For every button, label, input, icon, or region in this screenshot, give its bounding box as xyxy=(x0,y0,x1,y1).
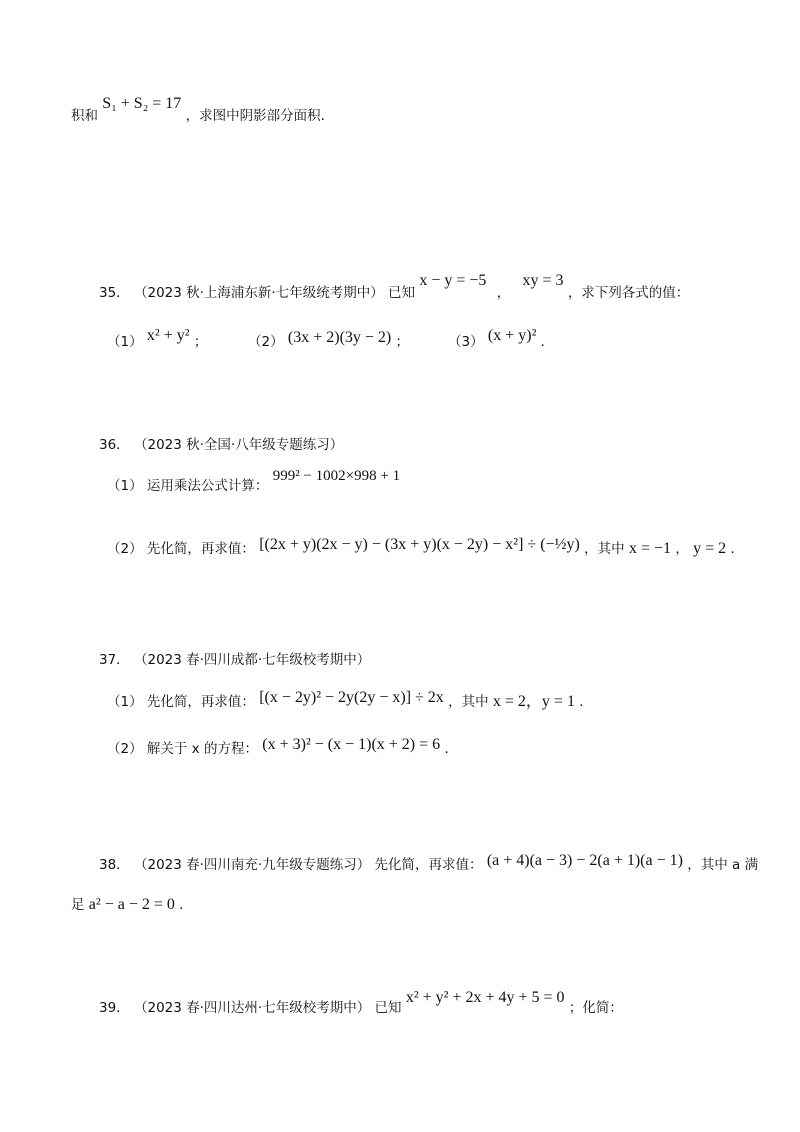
part-mid: ，其中 xyxy=(448,694,489,710)
part-expression: (x + 3)² − (x − 1)(x + 2) = 6 xyxy=(262,736,441,753)
problem-38-header xyxy=(99,853,758,874)
value-y: y = 2 xyxy=(693,540,727,557)
part-label: （1） xyxy=(107,694,143,710)
part-end: ； xyxy=(395,334,410,350)
problem-source: （2023 秋·上海浦东新·七年级统考期中） xyxy=(133,285,384,301)
separator: ， xyxy=(496,285,511,301)
intro-line xyxy=(71,95,335,125)
part-label: （2） xyxy=(107,741,143,757)
part-end: ； xyxy=(193,334,208,350)
problem-39-header xyxy=(99,989,623,1017)
problem-tail: ，求下列各式的值： xyxy=(567,285,690,301)
given-equation-1: x − y = −5 xyxy=(419,272,487,289)
problem-tail: ，其中 a 满 xyxy=(687,857,759,873)
problem-number: 36． xyxy=(99,437,130,453)
problem-number: 39． xyxy=(99,1000,130,1016)
part-label: （2） xyxy=(248,334,284,350)
problem-tail: ；化简： xyxy=(568,1000,623,1016)
part-expression: 999² − 1002×998 + 1 xyxy=(272,468,401,484)
part-text: 运用乘法公式计算： xyxy=(146,478,269,494)
problem-37-part-1 xyxy=(107,688,593,711)
problem-36-part-1 xyxy=(107,468,401,495)
problem-36-header xyxy=(99,433,343,453)
problem-source: （2023 春·四川成都·七年级校考期中） xyxy=(133,652,371,668)
condition-equation: a² − a − 2 = 0 xyxy=(88,896,175,913)
part-mid: ，其中 xyxy=(584,541,625,557)
problem-37-part-2 xyxy=(107,737,458,758)
part-end: ． xyxy=(540,334,555,350)
part-expression: (3x + 2)(3y − 2) xyxy=(287,329,392,346)
problem-38-line-2 xyxy=(71,893,193,914)
part-label: （2） xyxy=(107,541,143,557)
separator: ， xyxy=(675,541,689,557)
problem-35-parts xyxy=(107,327,208,351)
part-label: （1） xyxy=(107,334,143,350)
problem-source: （2023 春·四川南充·九年级专题练习） xyxy=(133,857,371,873)
problem-37-header xyxy=(99,648,370,668)
part-expression: [(x − 2y)² − 2y(2y − x)] ÷ 2x xyxy=(259,689,444,706)
given-equation-2: xy = 3 xyxy=(522,272,564,289)
problem-36-part-2 xyxy=(107,537,744,558)
part-end: ． xyxy=(730,541,744,557)
intro-formula: S₁ + S₂ = 17 xyxy=(102,95,182,112)
values: x = 2，y = 1 xyxy=(492,693,575,710)
problem-35-part-3 xyxy=(448,327,555,351)
problem-lead: 已知 xyxy=(374,1000,402,1016)
line-prefix: 足 xyxy=(71,897,85,913)
part-end: ． xyxy=(444,741,458,757)
part-label: （3） xyxy=(448,334,484,350)
given-equation: x² + y² + 2x + 4y + 5 = 0 xyxy=(405,989,565,1006)
part-expression: [(2x + y)(2x − y) − (3x + y)(x − 2y) − x²] ÷ (−½y) xyxy=(259,536,580,553)
problem-expression: (a + 4)(a − 3) − 2(a + 1)(a − 1) xyxy=(486,852,683,869)
line-end: ． xyxy=(179,897,193,913)
problem-lead: 已知 xyxy=(388,285,416,301)
intro-prefix: 积和 xyxy=(71,108,98,124)
problem-number: 37． xyxy=(99,652,130,668)
value-x: x = −1 xyxy=(628,540,672,557)
problem-text: 先化简，再求值： xyxy=(374,857,483,873)
part-text: 先化简，再求值： xyxy=(146,541,255,557)
problem-source: （2023 春·四川达州·七年级校考期中） xyxy=(133,1000,371,1016)
problem-35-part-2 xyxy=(248,330,409,351)
problem-number: 38． xyxy=(99,857,130,873)
part-end: ． xyxy=(579,694,593,710)
part-text: 解关于 x 的方程： xyxy=(146,741,258,757)
part-label: （1） xyxy=(107,478,143,494)
intro-suffix: ，求图中阴影部分面积． xyxy=(185,108,335,124)
part-expression: x² + y² xyxy=(146,327,190,344)
part-expression: (x + y)² xyxy=(487,327,537,344)
problem-35-header xyxy=(99,272,690,302)
part-text: 先化简，再求值： xyxy=(146,694,255,710)
problem-source: （2023 秋·全国·八年级专题练习） xyxy=(133,437,344,453)
problem-number: 35． xyxy=(99,285,130,301)
